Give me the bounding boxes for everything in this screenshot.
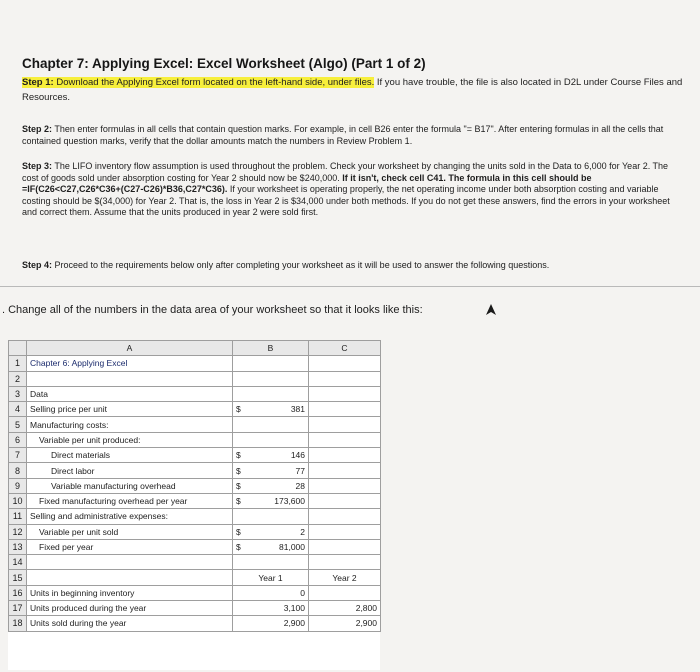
cell-b3[interactable] [233, 386, 309, 401]
cell-b4[interactable] [233, 402, 309, 417]
cell-a17[interactable]: Units produced during the year [27, 601, 233, 616]
step3-text-a: The LIFO inventory flow assumption is used throughout the problem. Check your worksheet by changing the units sold in the Data to 6,000 for Year 2. The cost of goods sold under absorption costing for Year 2 should now be $240,000. [22, 161, 669, 183]
step3-text-b: If your worksheet is operating properly, the net operating income under both absorption costing and variable costing should be $(34,000) for Year 2. That is, the loss in Year 2 is $34,000 under both methods. If you do not get these answers, find the errors in your worksheet and correct them. Assume that the units produced in year 2 were sold first. [22, 184, 670, 217]
row-number[interactable]: 6 [9, 432, 27, 447]
cell-a16[interactable]: Units in beginning inventory [27, 585, 233, 600]
step1-highlight [22, 77, 374, 88]
step1-label: Step 1: [22, 77, 54, 88]
cell-c8[interactable] [309, 463, 381, 478]
cell-b2[interactable] [233, 371, 309, 386]
table-row [9, 417, 381, 432]
table-row [9, 432, 381, 447]
cell-c9[interactable] [309, 478, 381, 493]
row-number[interactable]: 2 [9, 371, 27, 386]
cell-b16[interactable]: 0 [233, 585, 309, 600]
row-number[interactable]: 3 [9, 386, 27, 401]
table-row [9, 371, 381, 386]
question-text: . Change all of the numbers in the data area of your worksheet so that it looks like this: [2, 304, 423, 316]
section-divider [0, 286, 700, 287]
cell-b8[interactable] [233, 463, 309, 478]
cell-c1[interactable] [309, 356, 381, 371]
cell-c15[interactable]: Year 2 [309, 570, 381, 585]
cell-b12[interactable] [233, 524, 309, 539]
cell-b1[interactable] [233, 356, 309, 371]
step1-paragraph [22, 75, 687, 105]
row-number[interactable]: 7 [9, 448, 27, 463]
cell-b13[interactable] [233, 539, 309, 554]
row-number[interactable]: 4 [9, 402, 27, 417]
cell-a2[interactable] [27, 371, 233, 386]
row-number[interactable]: 5 [9, 417, 27, 432]
step2-label: Step 2: [22, 124, 53, 134]
cell-a13[interactable]: Fixed per year [27, 539, 233, 554]
corner-cell [9, 341, 27, 356]
cell-c10[interactable] [309, 493, 381, 508]
step3-bold-text: If it isn't, check cell C41. The formula in this cell should be =IF(C26<C27,C26*C36+(C27-C26)*B36,C27*C36). [22, 172, 592, 194]
table-row [9, 356, 381, 371]
cell-b6[interactable] [233, 432, 309, 447]
table-row [9, 555, 381, 570]
mouse-pointer-icon [484, 303, 498, 317]
row-number[interactable]: 11 [9, 509, 27, 524]
row-number[interactable]: 18 [9, 616, 27, 631]
cell-a11[interactable]: Selling and administrative expenses: [27, 509, 233, 524]
table-row [9, 493, 381, 508]
cell-a7[interactable]: Direct materials [27, 448, 233, 463]
row-number[interactable]: 12 [9, 524, 27, 539]
table-row [9, 539, 381, 554]
cell-a9[interactable]: Variable manufacturing overhead [27, 478, 233, 493]
dollar-sign: $ [236, 496, 241, 507]
cell-b7[interactable] [233, 448, 309, 463]
step3-label: Step 3: [22, 161, 53, 171]
cell-b11[interactable] [233, 509, 309, 524]
step1-highlighted-text[interactable]: Download the Applying Excel form located on the left-hand side, under files. [56, 77, 375, 88]
row-number[interactable]: 10 [9, 493, 27, 508]
table-row [9, 463, 381, 478]
cell-c17[interactable]: 2,800 [309, 601, 381, 616]
cell-c6[interactable] [309, 432, 381, 447]
cell-a14[interactable] [27, 555, 233, 570]
cell-value: 28 [295, 480, 305, 491]
dollar-sign: $ [236, 465, 241, 476]
step2-paragraph [22, 124, 684, 147]
step2-text: Then enter formulas in all cells that contain question marks. For example, in cell B26 enter the formula "= B17". After entering formulas in all the cells that contained question marks, verify that the dollar amounts match the numbers in Review Problem 1. [22, 124, 664, 146]
cell-value: 381 [290, 404, 305, 415]
cell-c5[interactable] [309, 417, 381, 432]
cell-value: 2 [300, 526, 305, 537]
row-number[interactable]: 15 [9, 570, 27, 585]
step3-paragraph [22, 161, 684, 219]
row-number[interactable]: 8 [9, 463, 27, 478]
col-header-a[interactable]: A [27, 341, 233, 356]
step1-rest-text: If you have trouble, the file is also located in D2L under Course Files and Resources. [22, 77, 683, 103]
cell-c3[interactable] [309, 386, 381, 401]
page-title: Chapter 7: Applying Excel: Excel Worksheet (Algo) (Part 1 of 2) [22, 56, 426, 71]
cell-c13[interactable] [309, 539, 381, 554]
cell-a12[interactable]: Variable per unit sold [27, 524, 233, 539]
cell-value: 173,600 [274, 496, 305, 507]
cell-b5[interactable] [233, 417, 309, 432]
col-header-c[interactable]: C [309, 341, 381, 356]
step4-label: Step 4: [22, 260, 53, 270]
dollar-sign: $ [236, 542, 241, 552]
spreadsheet [8, 340, 380, 670]
cell-c2[interactable] [309, 371, 381, 386]
row-number[interactable]: 1 [9, 356, 27, 371]
table-row [9, 402, 381, 417]
cell-c16[interactable] [309, 585, 381, 600]
cell-c7[interactable] [309, 448, 381, 463]
spreadsheet-table [8, 340, 381, 632]
cell-b15[interactable]: Year 1 [233, 570, 309, 585]
cell-c12[interactable] [309, 524, 381, 539]
cell-b17[interactable]: 3,100 [233, 601, 309, 616]
row-number[interactable]: 16 [9, 585, 27, 600]
cell-value: 146 [290, 450, 305, 461]
table-row [9, 386, 381, 401]
cell-value: 77 [295, 465, 305, 476]
cell-a3[interactable]: Data [27, 386, 233, 401]
cell-a18[interactable]: Units sold during the year [27, 616, 233, 631]
row-number[interactable]: 14 [9, 555, 27, 570]
cell-value: 81,000 [279, 542, 305, 552]
cell-c4[interactable] [309, 402, 381, 417]
cell-c14[interactable] [309, 555, 381, 570]
cell-a10[interactable]: Fixed manufacturing overhead per year [27, 493, 233, 508]
dollar-sign: $ [236, 526, 241, 537]
cell-a15[interactable] [27, 570, 233, 585]
cell-a8[interactable]: Direct labor [27, 463, 233, 478]
table-row [9, 509, 381, 524]
cell-b9[interactable] [233, 478, 309, 493]
cell-a6[interactable]: Variable per unit produced: [27, 432, 233, 447]
cell-a4[interactable]: Selling price per unit [27, 402, 233, 417]
step4-text: Proceed to the requirements below only after completing your worksheet as it will be used to answer the following questions. [54, 260, 550, 270]
cell-b10[interactable] [233, 493, 309, 508]
cell-a5[interactable]: Manufacturing costs: [27, 417, 233, 432]
table-row [9, 448, 381, 463]
step4-paragraph [22, 260, 684, 272]
cell-c11[interactable] [309, 509, 381, 524]
table-row [9, 601, 381, 616]
cell-a1[interactable]: Chapter 6: Applying Excel [27, 356, 233, 371]
row-number[interactable]: 17 [9, 601, 27, 616]
cell-b14[interactable] [233, 555, 309, 570]
cell-b18[interactable]: 2,900 [233, 616, 309, 631]
dollar-sign: $ [236, 404, 241, 415]
table-row [9, 524, 381, 539]
table-row [9, 570, 381, 585]
cell-c18[interactable]: 2,900 [309, 616, 381, 631]
table-row [9, 478, 381, 493]
col-header-b[interactable]: B [233, 341, 309, 356]
table-row [9, 616, 381, 631]
row-number[interactable]: 13 [9, 539, 27, 554]
row-number[interactable]: 9 [9, 478, 27, 493]
column-header-row [9, 341, 381, 356]
table-row [9, 585, 381, 600]
dollar-sign: $ [236, 450, 241, 461]
dollar-sign: $ [236, 480, 241, 491]
